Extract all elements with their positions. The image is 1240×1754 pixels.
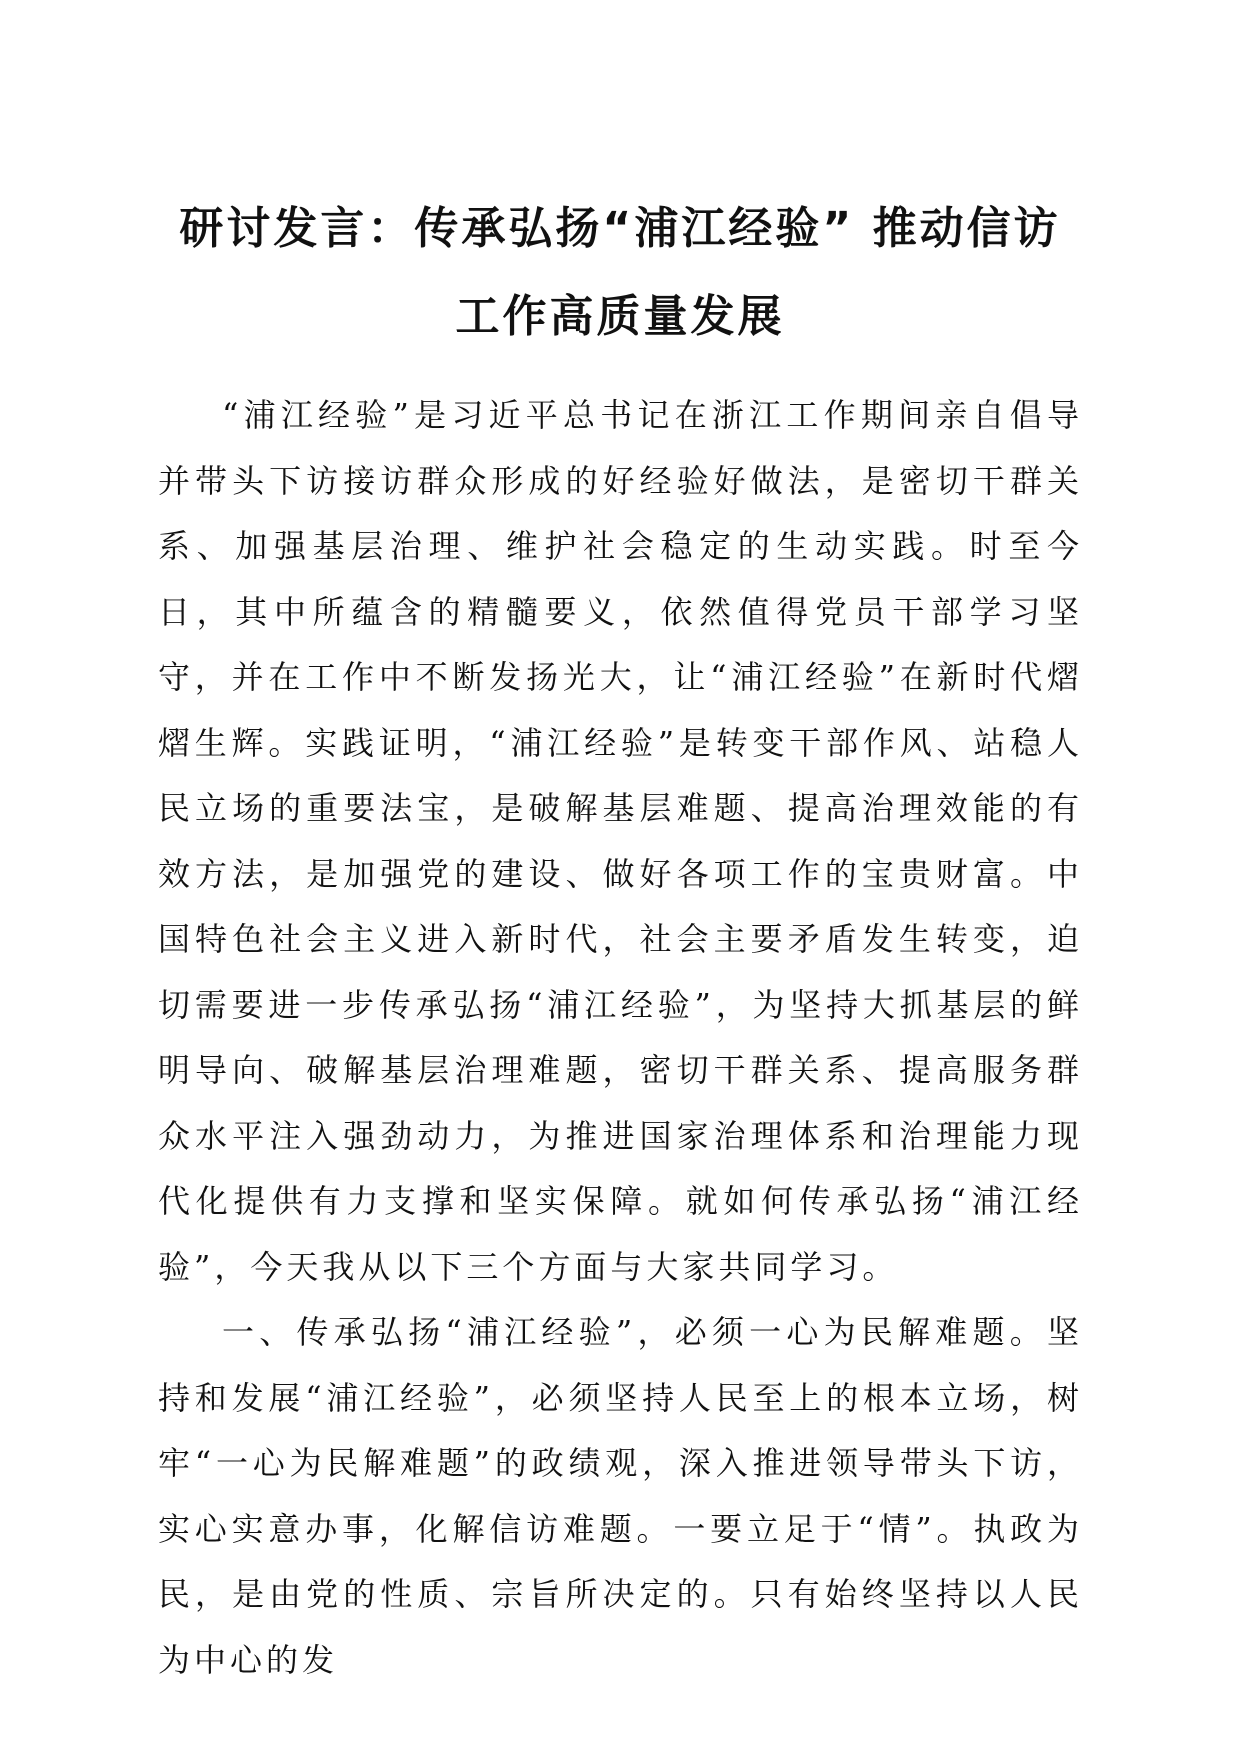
paragraph-intro: “浦江经验”是习近平总书记在浙江工作期间亲自倡导并带头下访接访群众形成的好经验好做法，是密切干群关系、加强基层治理、维护社会稳定的生动实践。时至今日，其中所蕴含的精髓要义，依然值得党员干部学习坚守，并在工作中不断发扬光大，让“浦江经验”在新时代熠熠生辉。实践证明，“浦江经验”是转变干部作风、站稳人民立场的重要法宝，是破解基层难题、提高治理效能的有效方法，是加强党的建设、做好各项工作的宝贵财富。中国特色社会主义进入新时代，社会主要矛盾发生转变，迫切需要进一步传承弘扬“浦江经验”，为坚持大抓基层的鲜明导向、破解基层治理难题，密切干群关系、提高服务群众水平注入强劲动力，为推进国家治理体系和治理能力现代化提供有力支撑和坚实保障。就如何传承弘扬“浦江经验”，今天我从以下三个方面与大家共同学习。: [158, 396, 1083, 1286]
paragraph-section-1: 一、传承弘扬“浦江经验”，必须一心为民解难题。坚持和发展“浦江经验”，必须坚持人民至上的根本立场，树牢“一心为民解难题”的政绩观，深入推进领导带头下访，实心实意办事，化解信访难题。一要立足于“情”。执政为民，是由党的性质、宗旨所决定的。只有始终坚持以人民为中心的发: [158, 1313, 1083, 1679]
title-line-1: 研讨发言：传承弘扬“浦江经验” 推动信访: [179, 203, 1061, 254]
document-body: [158, 383, 1083, 1693]
title-line-2: 工作高质量发展: [455, 291, 785, 342]
document-title: [130, 185, 1110, 361]
